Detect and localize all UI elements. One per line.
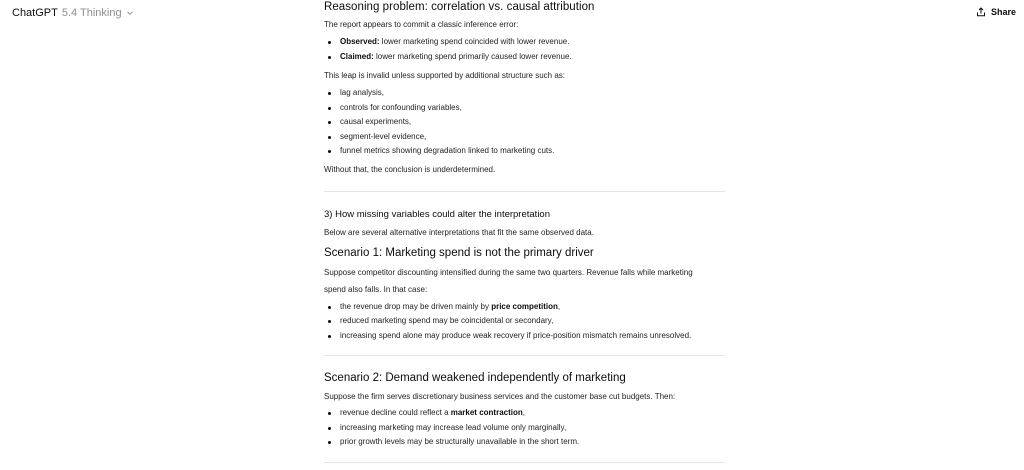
paragraph: Below are several alternative interpretations that fit the same observed data. — [324, 227, 594, 237]
list-item: causal experiments, — [324, 115, 725, 130]
assistant-response — [324, 0, 725, 463]
list-item: funnel metrics showing degradation linked to marketing cuts. — [324, 144, 725, 159]
paragraph: Suppose competitor discounting intensified during the same two quarters. Revenue falls while marketing spend also falls. In that case: — [324, 267, 693, 294]
list-item: reduced marketing spend may be coincidental or secondary, — [324, 314, 725, 329]
divider — [324, 355, 725, 356]
share-button[interactable] — [976, 6, 1016, 18]
section-heading: Reasoning problem: correlation vs. causal attribution — [324, 1, 595, 13]
bullet-list — [324, 35, 725, 64]
app-brand: ChatGPT — [12, 7, 58, 19]
bullet-list — [324, 406, 725, 450]
list-item: prior growth levels may be structurally unavailable in the short term. — [324, 435, 725, 450]
chevron-down-icon — [126, 9, 134, 17]
bullet-list — [324, 86, 725, 159]
list-item: the revenue drop may be driven mainly by price competition, — [324, 300, 725, 315]
share-icon — [976, 7, 986, 17]
model-name: 5.4 Thinking — [61, 7, 122, 19]
list-item: Observed: lower marketing spend coincided with lower revenue. — [324, 35, 725, 50]
model-selector[interactable] — [12, 7, 134, 19]
list-item: lag analysis, — [324, 86, 725, 101]
list-item: increasing spend alone may produce weak recovery if price-position mismatch remains unresolved. — [324, 329, 725, 344]
list-item: Claimed: lower marketing spend primarily caused lower revenue. — [324, 50, 725, 65]
share-label: Share — [990, 7, 1016, 17]
list-item: segment-level evidence, — [324, 130, 725, 145]
paragraph: Suppose the firm serves discretionary business services and the customer base cut budgets. Then: — [324, 392, 676, 401]
divider — [324, 191, 725, 192]
list-item: increasing marketing may increase lead volume only marginally, — [324, 421, 725, 436]
paragraph: Without that, the conclusion is underdetermined. — [324, 164, 496, 174]
scenario-heading: Scenario 1: Marketing spend is not the primary driver — [324, 246, 594, 259]
paragraph: This leap is invalid unless supported by additional structure such as: — [324, 71, 566, 80]
list-item: revenue decline could reflect a market contraction, — [324, 406, 725, 421]
list-item: controls for confounding variables, — [324, 101, 725, 116]
bullet-list — [324, 300, 725, 344]
divider — [324, 462, 725, 463]
scenario-heading: Scenario 2: Demand weakened independently of marketing — [324, 372, 626, 384]
section-heading: 3) How missing variables could alter the interpretation — [324, 208, 550, 220]
paragraph: The report appears to commit a classic inference error: — [324, 20, 519, 29]
